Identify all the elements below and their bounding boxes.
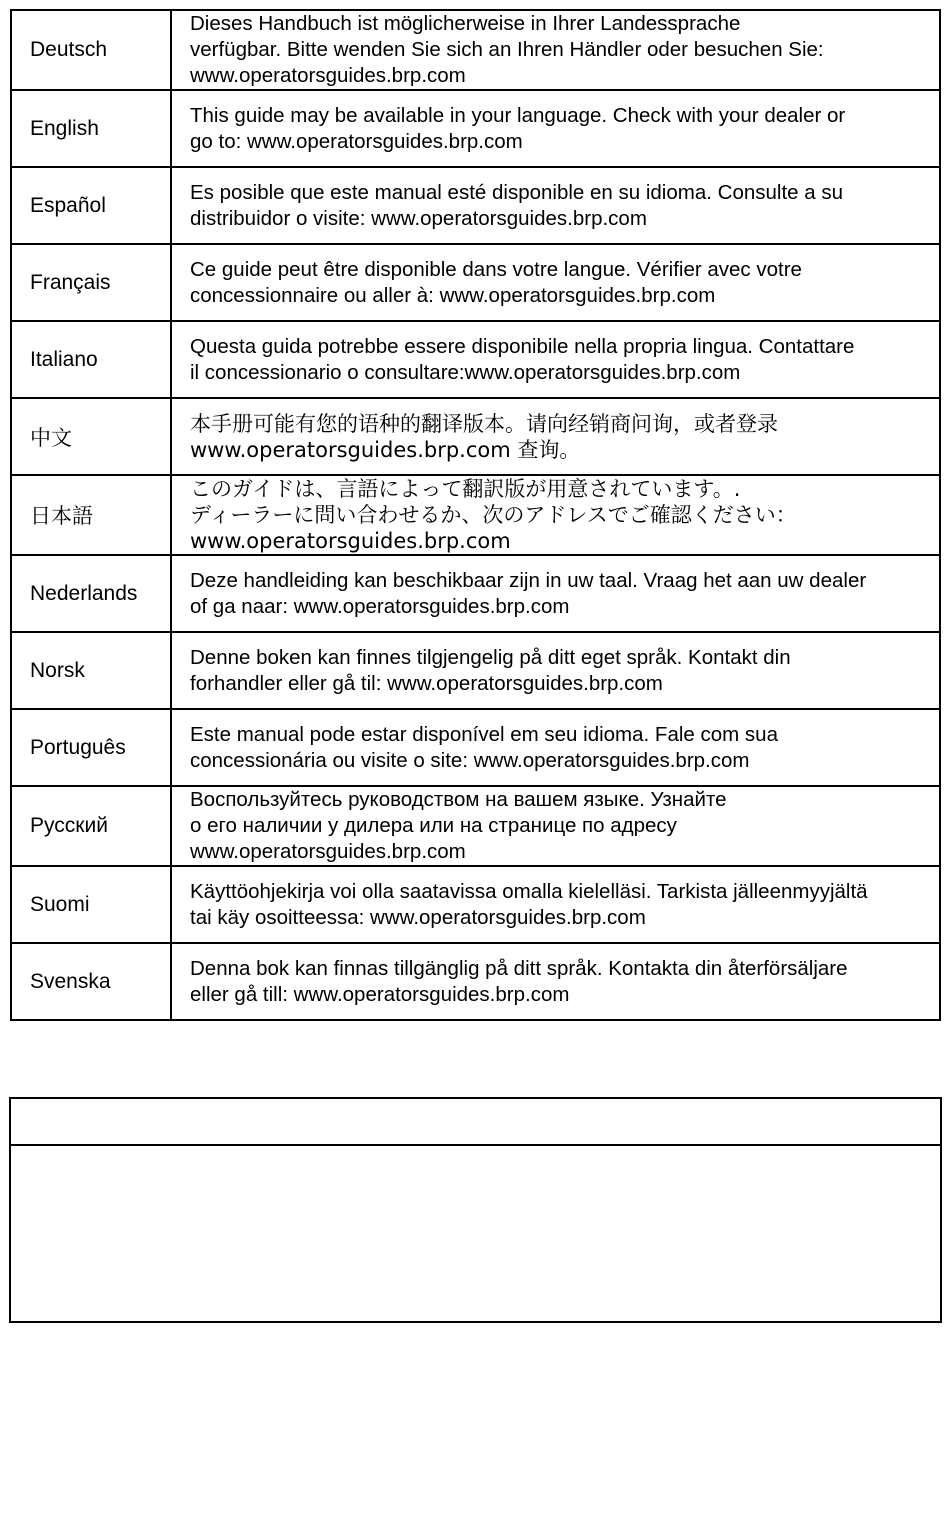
table-row bbox=[11, 786, 940, 866]
language-notice: Käyttöohjekirja voi olla saatavissa omalla kielelläsi. Tarkista jälleenmyyjältä tai käy osoitteessa: www.operatorsguides.brp.com bbox=[171, 866, 940, 943]
language-notice: Deze handleiding kan beschikbaar zijn in uw taal. Vraag het aan uw dealer of ga naar: www.operatorsguides.brp.com bbox=[171, 555, 940, 632]
language-name: Español bbox=[11, 167, 171, 244]
table-row bbox=[11, 90, 940, 167]
language-notice: This guide may be available in your language. Check with your dealer or go to: www.operatorsguides.brp.com bbox=[171, 90, 940, 167]
language-notice: Denne boken kan finnes tilgjengelig på ditt eget språk. Kontakt din forhandler eller gå til: www.operatorsguides.brp.com bbox=[171, 632, 940, 709]
language-notice: 本手册可能有您的语种的翻译版本。请向经销商问询，或者登录 www.operatorsguides.brp.com 查询。 bbox=[171, 398, 940, 475]
language-name: Svenska bbox=[11, 943, 171, 1020]
blank-form-box bbox=[9, 1097, 942, 1323]
language-name: Русский bbox=[11, 786, 171, 866]
language-notice: Denna bok kan finnas tillgänglig på ditt språk. Kontakta din återförsäljare eller gå till: www.operatorsguides.brp.com bbox=[171, 943, 940, 1020]
language-notice: Воспользуйтесь руководством на вашем языке. Узнайте о его наличии у дилера или на странице по адресу www.operatorsguides.brp.com bbox=[171, 786, 940, 866]
table-row bbox=[11, 632, 940, 709]
table-row bbox=[11, 475, 940, 555]
language-name: Français bbox=[11, 244, 171, 321]
language-notice: Dieses Handbuch ist möglicherweise in Ihrer Landessprache verfügbar. Bitte wenden Sie sich an Ihren Händler oder besuchen Sie: www.operatorsguides.brp.com bbox=[171, 10, 940, 90]
language-name: Suomi bbox=[11, 866, 171, 943]
language-notice: Es posible que este manual esté disponible en su idioma. Consulte a su distribuidor o visite: www.operatorsguides.brp.com bbox=[171, 167, 940, 244]
table-row bbox=[11, 555, 940, 632]
language-name: 日本語 bbox=[11, 475, 171, 555]
blank-box-header bbox=[11, 1099, 940, 1146]
language-notice: Questa guida potrebbe essere disponibile nella propria lingua. Contattare il concessionario o consultare:www.operatorsguides.brp.com bbox=[171, 321, 940, 398]
table-row bbox=[11, 167, 940, 244]
table-row bbox=[11, 398, 940, 475]
language-notice: このガイドは、言語によって翻訳版が用意されています。. ディーラーに問い合わせるか、次のアドレスでご確認ください： www.operatorsguides.brp.com bbox=[171, 475, 940, 555]
table-row bbox=[11, 321, 940, 398]
table-row bbox=[11, 709, 940, 786]
language-name: Italiano bbox=[11, 321, 171, 398]
language-name: Deutsch bbox=[11, 10, 171, 90]
language-notice: Este manual pode estar disponível em seu idioma. Fale com sua concessionária ou visite o site: www.operatorsguides.brp.com bbox=[171, 709, 940, 786]
language-availability-table bbox=[10, 9, 941, 1021]
language-name: English bbox=[11, 90, 171, 167]
language-name: Nederlands bbox=[11, 555, 171, 632]
language-name: Português bbox=[11, 709, 171, 786]
table-row bbox=[11, 943, 940, 1020]
language-name: Norsk bbox=[11, 632, 171, 709]
table-row bbox=[11, 866, 940, 943]
language-notice: Ce guide peut être disponible dans votre langue. Vérifier avec votre concessionnaire ou aller à: www.operatorsguides.brp.com bbox=[171, 244, 940, 321]
table-row bbox=[11, 244, 940, 321]
table-row bbox=[11, 10, 940, 90]
language-name: 中文 bbox=[11, 398, 171, 475]
